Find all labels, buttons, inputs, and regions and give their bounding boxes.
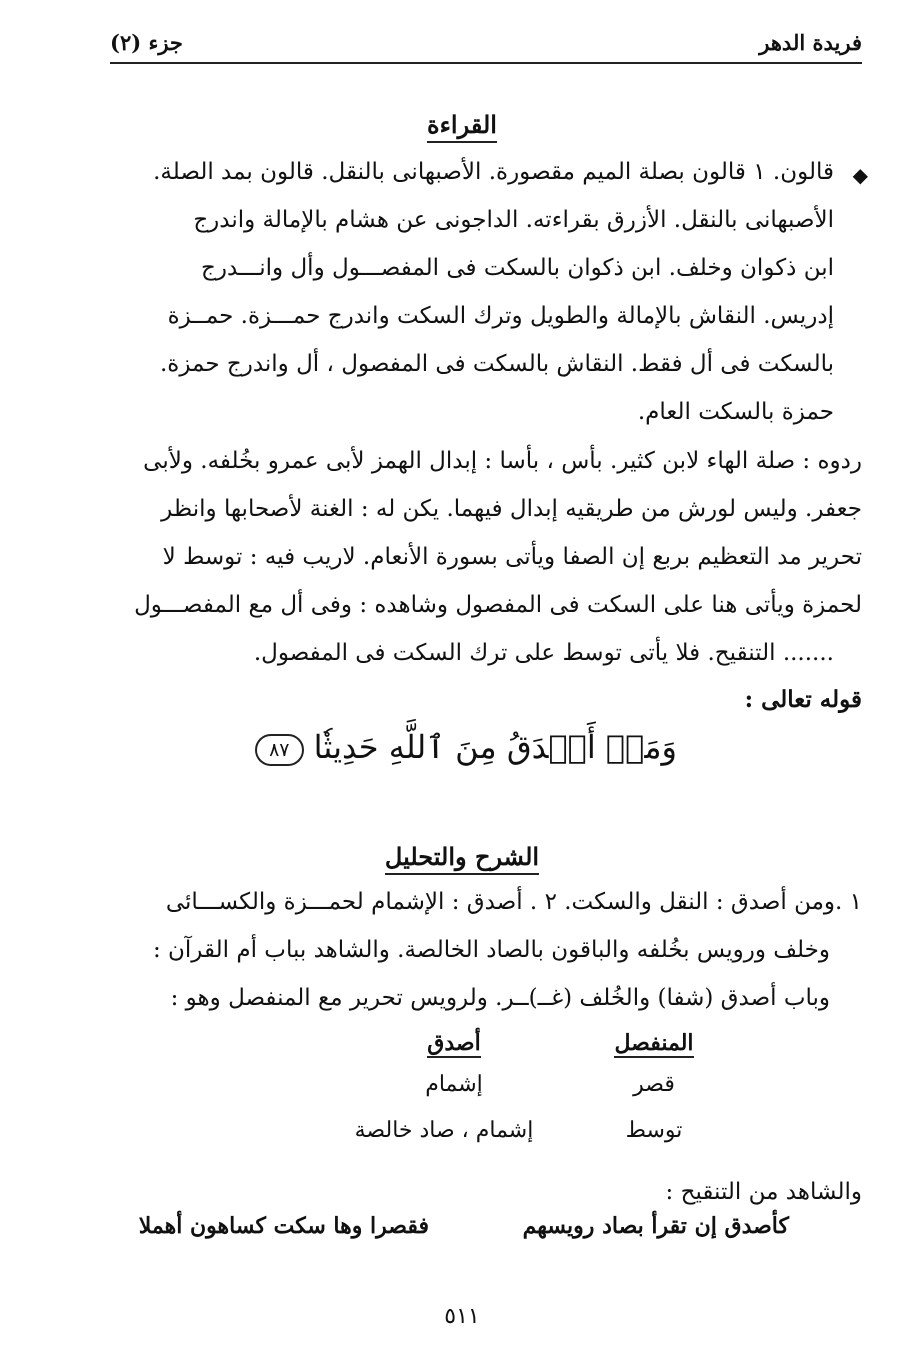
poem-hemistich-2: فقصرا وها سكت كساهون أهملا — [138, 1213, 429, 1239]
text-line: حمزة بالسكت العام. — [637, 399, 834, 425]
text-line: وباب أصدق (شفا) والخُلف (غــ)ــر. ولرويس تحرير مع المنفصل وهو : — [170, 985, 830, 1011]
text-line: وخلف ورويس بخُلفه والباقون بالصاد الخالصة. والشاهد بباب أم القرآن : — [152, 937, 830, 963]
diamond-bullet-icon: ◆ — [852, 163, 868, 187]
text-line: ابن ذكوان وخلف. ابن ذكوان بالسكت فى المفصـــول وأل وانـــدرج — [201, 255, 834, 281]
radduh-paragraph — [82, 437, 862, 677]
ayah-number-badge: ٨٧ — [255, 734, 303, 766]
table-cell: قصر — [633, 1072, 675, 1097]
qiraa-paragraph — [84, 148, 834, 436]
book-title: فريدة الدهر — [759, 30, 862, 55]
text-line: بالسكت فى أل فقط. النقاش بالسكت فى المفصول ، أل واندرج حمزة. — [159, 351, 834, 377]
table-cell: توسط — [625, 1118, 683, 1143]
table-header: المنفصل — [614, 1030, 694, 1056]
text-line: ....... التنقيح. فلا يأتى توسط على ترك السكت فى المفصول. — [253, 640, 834, 666]
text-line: الأصبهانى بالنقل. الأزرق بقراءته. الداجونى عن هشام بالإمالة واندرج — [193, 207, 834, 233]
page-number: ٥١١ — [444, 1304, 480, 1329]
text-line: إدريس. النقاش بالإمالة والطويل وترك السكت واندرج حمـــزة. حمــزة — [167, 303, 834, 329]
text-line: تحرير مد التعظيم بربع إن الصفا ويأتى بسورة الأنعام. لاريب فيه : توسط لا — [162, 544, 862, 570]
text-line: جعفر. وليس لورش من طريقيه إبدال فيهما. يكن له : الغنة لأصحابها وانظر — [161, 496, 862, 522]
table-header: أصدق — [427, 1030, 481, 1056]
text-line: قالون. ١ قالون بصلة الميم مقصورة. الأصبهانى بالنقل. قالون بمد الصلة. — [153, 159, 834, 185]
text-line: ردوه : صلة الهاء لابن كثير. بأس ، بأسا : إبدال الهمز لأبى عمرو بخُلفه. ولأبى — [143, 448, 862, 474]
quran-verse — [0, 728, 924, 766]
text-line: ١ .ومن أصدق : النقل والسكت. ٢ . أصدق : الإشمام لحمـــزة والكســـائى — [165, 889, 862, 915]
part-number: جزء (٢) — [110, 30, 183, 55]
table-cell: إشمام ، صاد خالصة — [354, 1118, 534, 1143]
text-line: لحمزة ويأتى هنا على السكت فى المفصول وشاهده : وفى أل مع المفصـــول — [134, 592, 862, 618]
sharh-paragraph — [82, 878, 862, 1022]
running-header — [110, 26, 862, 64]
tahrir-table — [254, 1030, 774, 1150]
poem-hemistich-1: كأصدق إن تقرأ بصاد رويسهم — [522, 1213, 789, 1239]
verse-intro: قوله تعالى : — [744, 686, 862, 713]
tanqih-intro: والشاهد من التنقيح : — [665, 1179, 862, 1205]
verse-text: وَمَنۡ أَصۡدَقُ مِنَ ٱللَّهِ حَدِيثٗا — [313, 728, 677, 766]
sharh-title: الشرح والتحليل — [0, 842, 924, 871]
qiraa-title: القراءة — [0, 110, 924, 139]
table-cell: إشمام — [425, 1072, 483, 1097]
